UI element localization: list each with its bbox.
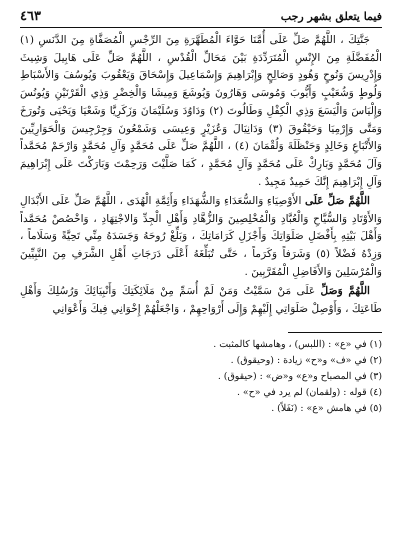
paragraph-2-text: الأَوْصِيَاءِ وَالسُّعَدَاءِ وَالشُّهَدَاءِ وَأَئِمَّةِ الْهُدَى ، اللَّهُمَّ صَلِّ عَلَى الأَبْدَالِ وَالأَوْتَادِ وَالسُّيَّاحِ وَالْعُبَّادِ وَالْمُخْلِصِينَ وَالزُّهَّادِ وَأَهْلِ الْجِدِّ وَالاجْتِهَادِ ، وَاخْصُصْ مُحَمَّداً وَأَهْلَ بَيْتِهِ بِأَفْضَلِ صَلَوَاتِكَ وَأَجْزَلِ كَرَامَاتِكَ ، وَبَلِّغْ رُوحَهُ وَجَسَدَهُ مِنِّي تَحِيَّةً وَسَلَاماً ، وَزِدْهُ فَضْلاً (٥) وَشَرَفاً وَكَرَماً ، حَتَّى تُبَلِّغَهُ أَعْلَى دَرَجَاتِ أَهْلِ الشَّرَفِ مِنَ النَّبِيِّينَ وَالْمُرْسَلِينَ وَالأَفَاضِلِ الْمُقَرَّبِينَ . <box>20 194 382 278</box>
footnote-2: (٢) في «ف» و«ح» زيادة : (وحيقوق) . <box>230 355 382 367</box>
running-title: فيما يتعلق بشهر رجب <box>280 10 382 23</box>
footnote-separator <box>288 332 382 333</box>
footnote-4: (٤) قوله : (ولقمان) لم يرد في «ح» . <box>236 387 382 399</box>
footnote-3: (٣) في المصباح و«ع» و«ض» : (حيقوق) . <box>217 371 382 383</box>
paragraph-2-lead: اللَّهُمَّ صَلِّ عَلَى <box>304 194 370 207</box>
footnotes <box>20 337 382 417</box>
paragraph-1 <box>20 32 382 191</box>
paragraph-3-lead: اللَّهُمَّ وَصَلِّ <box>320 284 370 297</box>
paragraph-3-text: عَلَى مَنْ سَمَّيْتُ وَمَنْ لَمْ أُسَمِّ مِنْ مَلَائِكَتِكَ وَأَنْبِيَائِكَ وَرُسُلِكَ وَأَهْلِ طَاعَتِكَ ، وَأَوْصِلْ صَلَوَاتِي إِلَيْهِمْ وَإِلَى أَرْوَاحِهِمْ ، وَاجْعَلْهُمْ إِخْوَانِي فِيكَ وَأَعْوَانِي <box>20 284 382 315</box>
page-number: ٤٦٣ <box>20 9 41 24</box>
paragraph-2 <box>20 193 382 282</box>
paragraph-3 <box>20 283 382 318</box>
header-rule <box>20 27 382 28</box>
paragraph-1-text: جَنَّتِكَ ، اللَّهُمَّ صَلِّ عَلَى أُمَّنَا حَوَّاءَ الْمُطَهَّرَةِ مِنَ الرِّجْسِ الْمُصَفَّاةِ مِنَ الدَّنَسِ (١) الْمُفَضَّلَةِ مِنَ الإِنْسِ الْمُتَرَدِّدَةِ بَيْنَ مَحَالِّ الْقُدْسِ ، اللَّهُمَّ صَلِّ عَلَى هَابِيلَ وَشِيثَ وَإِدْرِيسَ وَنُوحٍ وَهُودٍ وَصَالِحٍ وَإِبْرَاهِيمَ وَإِسْمَاعِيلَ وَإِسْحَاقَ وَيَعْقُوبَ وَيُوسُفَ وَالأَسْبَاطِ وَلُوطٍ وَشُعَيْبٍ وَأَيُّوبَ وَمُوسَى وَهَارُونَ وَيُوشَعَ وَمِيشَا وَالْخِضْرِ وَذِي الْقَرْنَيْنِ وَيُونُسَ وَإِلْيَاسَ وَالْيَسَعَ وَذِي الْكِفْلِ وَطَالُوتَ (٢) وَدَاوُدَ وَسُلَيْمَانَ وَزَكَرِيَّا وَشَعْيَا وَيَحْيَى وَتُورَخَ وَمَتَّى وَإِرْمِيَا وَحَيْقُوقَ (٣) وَدَانِيَالَ وَعُزَيْرٍ وَعِيسَى وَشَمْعُونَ وَجِرْجِيسَ وَالْحَوَارِيِّينَ وَالأَتْبَاعِ وَخَالِدٍ وَحَنْظَلَةَ وَلُقْمَانَ (٤) ، اللَّهُمَّ صَلِّ عَلَى مُحَمَّدٍ وَآلِ مُحَمَّدٍ وَارْحَمْ مُحَمَّداً وَآلَ مُحَمَّدٍ وَبَارِكْ عَلَى مُحَمَّدٍ وَآلِ مُحَمَّدٍ ، كَمَا صَلَّيْتَ وَرَحِمْتَ وَبَارَكْتَ عَلَى إِبْرَاهِيمَ وَآلِ إِبْرَاهِيمَ إِنَّكَ حَمِيدٌ مَجِيدٌ . <box>20 34 382 188</box>
main-text <box>20 32 382 318</box>
footnote-5: (٥) في هامش «ع» : (نَفَلاً) . <box>271 403 382 415</box>
footnote-1: (١) في «ع» : (اللبس) ، وهامشها كالمثبت . <box>213 339 382 351</box>
running-header <box>20 10 382 24</box>
